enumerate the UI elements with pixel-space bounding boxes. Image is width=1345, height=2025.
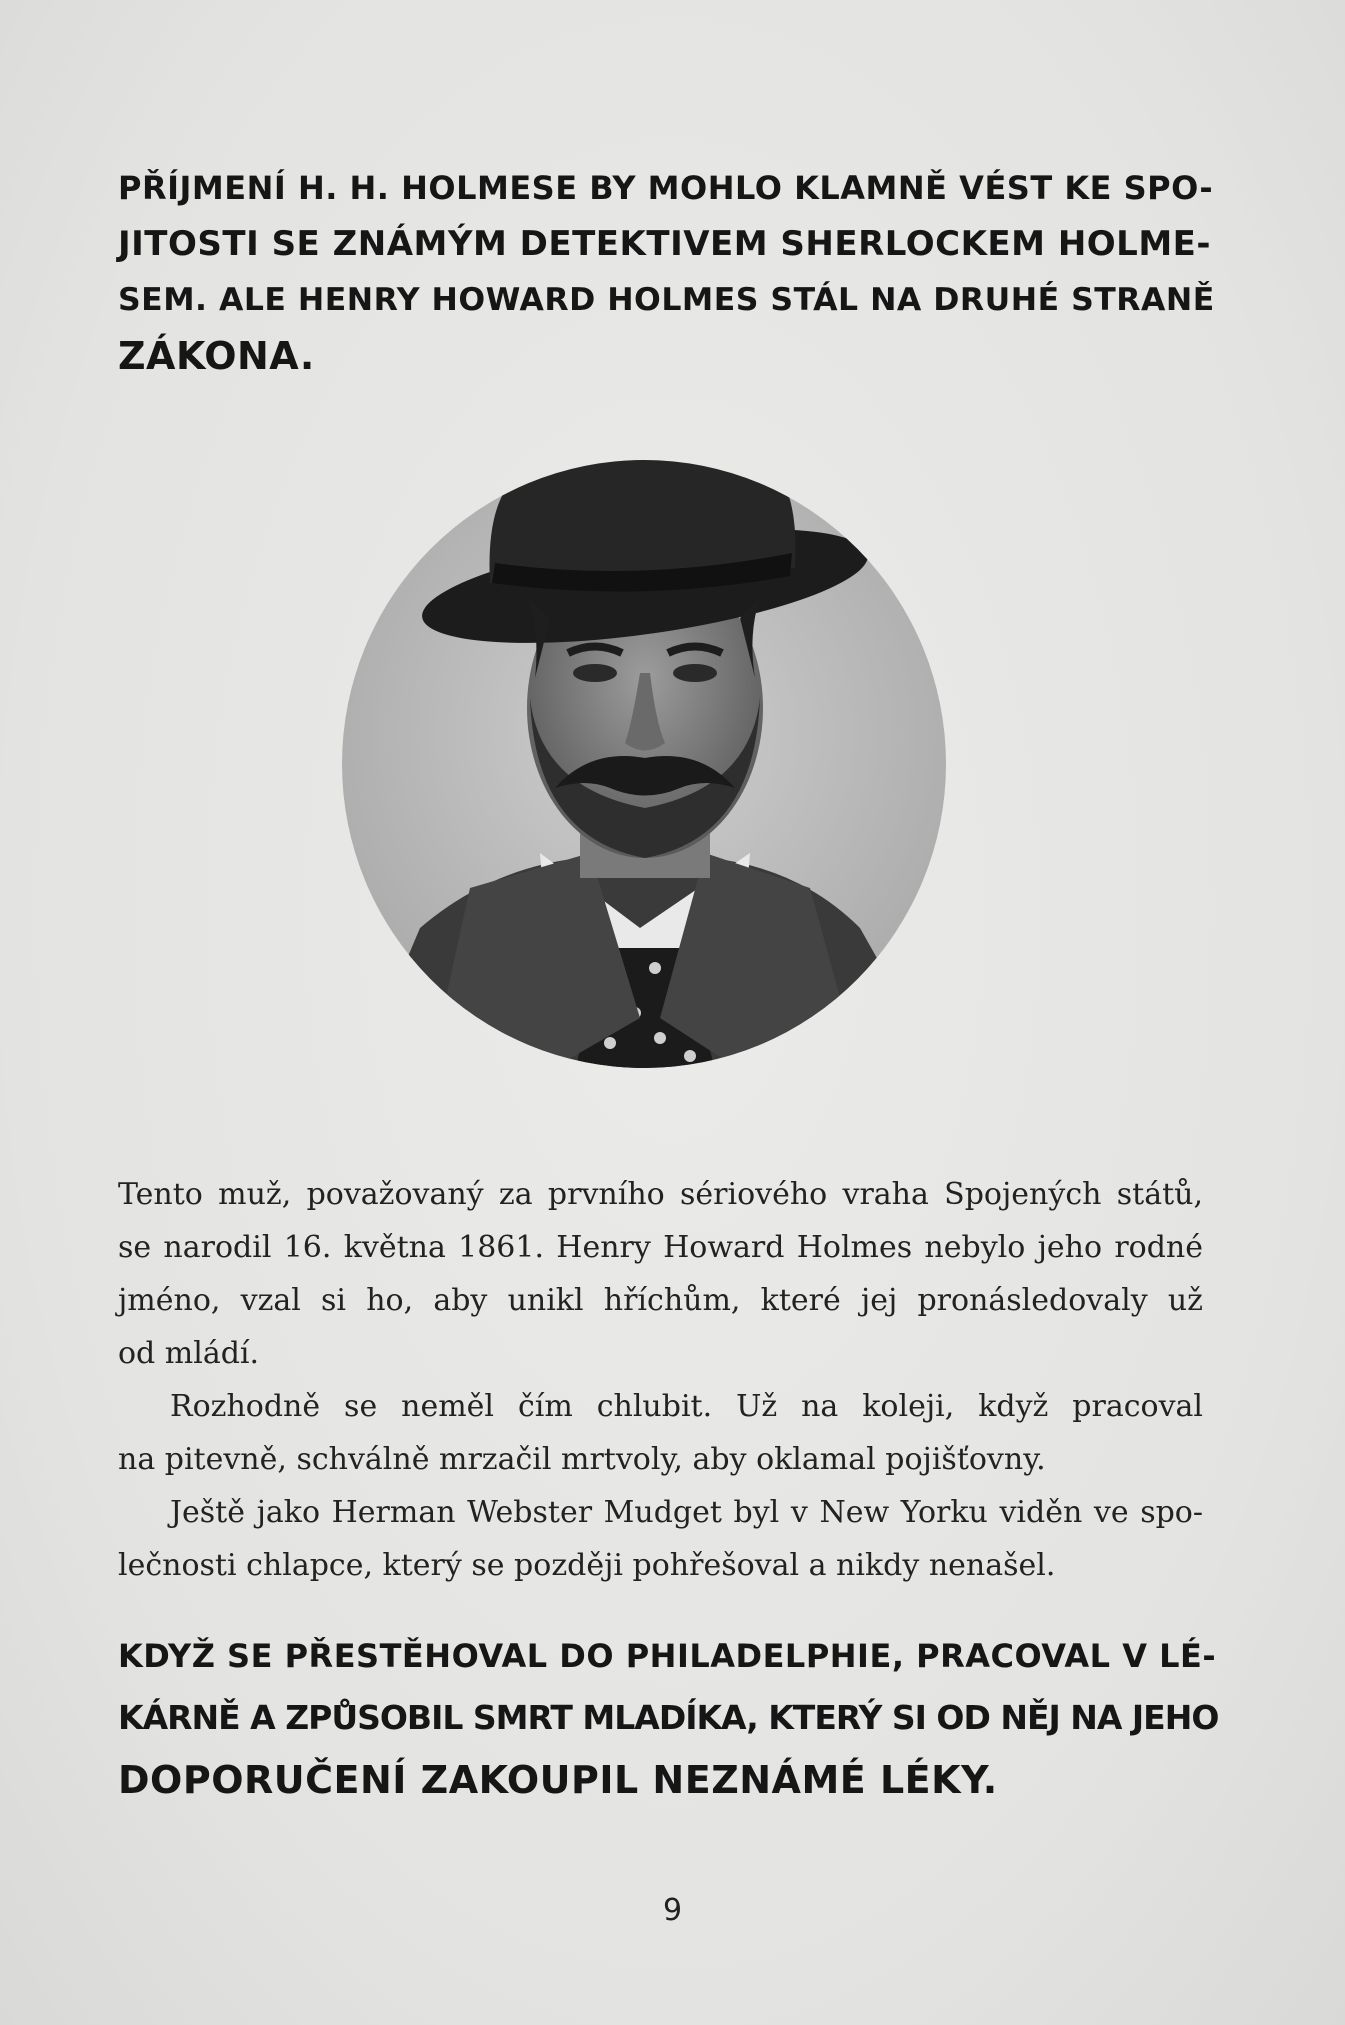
body-line: na pitevně, schválně mrzačil mrtvoly, aby oklamal pojišťovny.: [118, 1442, 1046, 1477]
intro-heading: [118, 160, 1218, 384]
intro-heading-line: PŘÍJMENÍ H. H. HOLMESE BY MOHLO KLAMNĚ VÉST KE SPO-: [118, 169, 1214, 207]
body-line: jméno, vzal si ho, aby unikl hříchům, které jej pronásledovaly už: [118, 1283, 1203, 1318]
body-line: od mládí.: [118, 1336, 260, 1371]
body-line: Tento muž, považovaný za prvního sériového vraha Spojených států,: [118, 1177, 1203, 1212]
page-number: 9: [662, 1893, 683, 1928]
closing-heading: [118, 1625, 1218, 1811]
closing-heading-line: KDYŽ SE PŘESTĚHOVAL DO PHILADELPHIE, PRACOVAL V LÉ-: [118, 1637, 1217, 1675]
intro-heading-line: JITOSTI SE ZNÁMÝM DETEKTIVEM SHERLOCKEM HOLME-: [118, 224, 1212, 264]
body-line: se narodil 16. května 1861. Henry Howard Holmes nebylo jeho rodné: [118, 1230, 1203, 1265]
body-line: Rozhodně se neměl čím chlubit. Už na koleji, když pracoval: [170, 1389, 1203, 1424]
body-line: lečnosti chlapce, který se později pohřešoval a nikdy nenašel.: [118, 1548, 1056, 1583]
portrait-photo: [340, 458, 948, 1070]
intro-heading-line: SEM. ALE HENRY HOWARD HOLMES STÁL NA DRUHÉ STRANĚ: [118, 282, 1215, 318]
closing-heading-line: KÁRNĚ A ZPŮSOBIL SMRT MLADÍKA, KTERÝ SI OD NĚJ NA JEHO: [118, 1698, 1219, 1737]
closing-heading-line: DOPORUČENÍ ZAKOUPIL NEZNÁMÉ LÉKY.: [118, 1758, 998, 1802]
body-line: Ještě jako Herman Webster Mudget byl v New Yorku viděn ve spo-: [170, 1495, 1203, 1530]
body-text: [118, 1168, 1203, 1592]
intro-heading-line: ZÁKONA.: [118, 334, 315, 378]
